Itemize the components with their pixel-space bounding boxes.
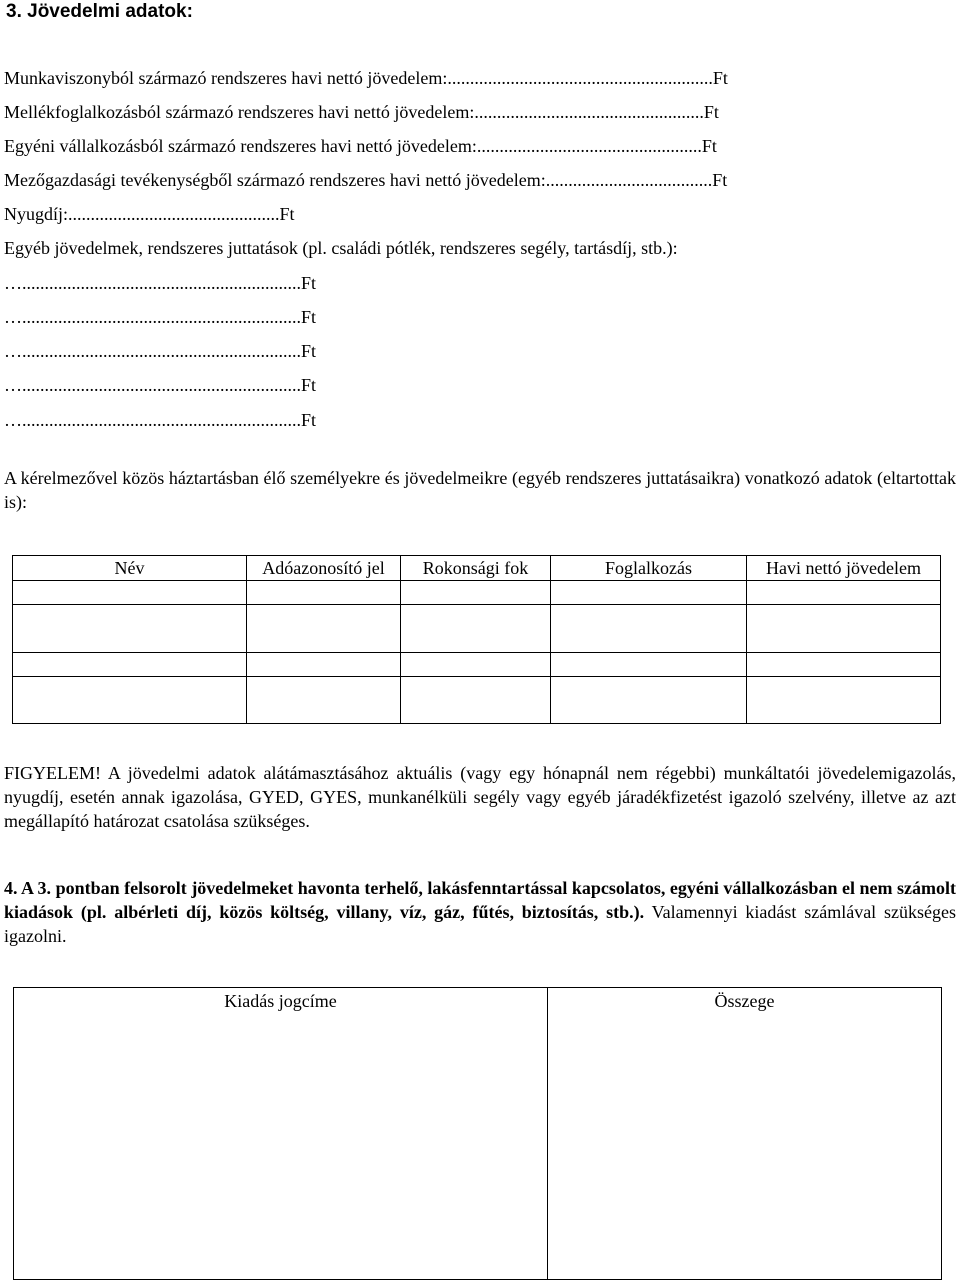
- table-cell[interactable]: [13, 605, 247, 653]
- table-cell[interactable]: [551, 677, 747, 724]
- table-cell[interactable]: [14, 1115, 548, 1148]
- table-cell[interactable]: [548, 1115, 942, 1148]
- table-cell[interactable]: [548, 1016, 942, 1049]
- table-cell[interactable]: [551, 605, 747, 653]
- table-cell[interactable]: [548, 1214, 942, 1247]
- household-table-header-row: [13, 556, 941, 581]
- income-line-side-job: Mellékfoglalkozásból származó rendszeres havi nettó jövedelem:...................................................Ft: [4, 102, 719, 122]
- income-line-self-employed: Egyéni vállalkozásból származó rendszeres havi nettó jövedelem:..................................................Ft: [4, 136, 717, 156]
- table-cell[interactable]: [548, 1148, 942, 1181]
- income-line-employment: Munkaviszonyból származó rendszeres havi nettó jövedelem:...........................................................Ft: [4, 68, 728, 88]
- income-line-agriculture: Mezőgazdasági tevékenységből származó rendszeres havi nettó jövedelem:.....................................Ft: [4, 170, 728, 190]
- table-row: [13, 605, 941, 653]
- household-intro: A kérelmezővel közös háztartásban élő személyekre és jövedelmeikre (egyéb rendszeres juttatásaikra) vonatkozó adatok (eltartottak is):: [4, 468, 956, 512]
- table-cell[interactable]: [747, 605, 941, 653]
- table-cell[interactable]: [14, 1214, 548, 1247]
- table-cell[interactable]: [14, 1082, 548, 1115]
- table-cell[interactable]: [548, 1082, 942, 1115]
- income-line-pension: Nyugdíj:...............................................Ft: [4, 204, 295, 224]
- blank-income-line: …..............................................................Ft: [4, 273, 317, 293]
- blank-income-line: …..............................................................Ft: [4, 410, 317, 430]
- table-row: [14, 1049, 942, 1082]
- table-row: [13, 677, 941, 724]
- household-members-table: [12, 555, 941, 724]
- table-cell[interactable]: [13, 653, 247, 677]
- section-4-heading: 4. A 3. pontban felsorolt jövedelmeket havonta terhelő, lakásfenntartással kapcsolatos, egyéni vállalkozásban el nem számolt kiadások (pl. albérleti díj, közös költség, villany, víz, gáz, fűtés, biztosítás, stb.).: [4, 878, 956, 922]
- table-cell[interactable]: [548, 1049, 942, 1082]
- table-cell[interactable]: [747, 653, 941, 677]
- table-row: [14, 1214, 942, 1247]
- expenses-table: [13, 987, 942, 1280]
- table-cell[interactable]: [247, 581, 401, 605]
- other-income-label: Egyéb jövedelmek, rendszeres juttatások (pl. családi pótlék, rendszeres segély, tartásdíj, stb.):: [4, 238, 678, 258]
- table-cell[interactable]: [551, 653, 747, 677]
- blank-income-line: …..............................................................Ft: [4, 341, 317, 361]
- table-cell[interactable]: [14, 1247, 548, 1280]
- expenses-table-header-row: [14, 988, 942, 1016]
- table-cell[interactable]: [747, 581, 941, 605]
- table-cell[interactable]: [247, 677, 401, 724]
- column-header-net-income: Havi nettó jövedelem: [747, 556, 941, 581]
- table-row: [13, 581, 941, 605]
- table-cell[interactable]: [247, 605, 401, 653]
- table-row: [13, 653, 941, 677]
- column-header-relationship: Rokonsági fok: [401, 556, 551, 581]
- blank-income-line: …..............................................................Ft: [4, 307, 317, 327]
- column-header-name: Név: [13, 556, 247, 581]
- column-header-expense-type: Kiadás jogcíme: [14, 988, 548, 1016]
- table-cell[interactable]: [401, 605, 551, 653]
- table-cell[interactable]: [247, 653, 401, 677]
- section-3-heading: 3. Jövedelmi adatok:: [6, 1, 193, 22]
- table-cell[interactable]: [13, 677, 247, 724]
- table-cell[interactable]: [548, 1247, 942, 1280]
- table-row: [14, 1082, 942, 1115]
- table-row: [14, 1247, 942, 1280]
- table-cell[interactable]: [747, 677, 941, 724]
- table-cell[interactable]: [13, 581, 247, 605]
- table-cell[interactable]: [401, 581, 551, 605]
- table-cell[interactable]: [401, 677, 551, 724]
- column-header-tax-id: Adóazonosító jel: [247, 556, 401, 581]
- table-cell[interactable]: [14, 1016, 548, 1049]
- table-cell[interactable]: [14, 1049, 548, 1082]
- column-header-amount: Összege: [548, 988, 942, 1016]
- blank-income-line: …..............................................................Ft: [4, 375, 317, 395]
- table-cell[interactable]: [548, 1181, 942, 1214]
- table-row: [14, 1181, 942, 1214]
- section-4-text: [4, 876, 956, 948]
- table-row: [14, 1115, 942, 1148]
- column-header-occupation: Foglalkozás: [551, 556, 747, 581]
- table-cell[interactable]: [401, 653, 551, 677]
- table-cell[interactable]: [14, 1148, 548, 1181]
- table-row: [14, 1148, 942, 1181]
- table-cell[interactable]: [551, 581, 747, 605]
- table-row: [14, 1016, 942, 1049]
- income-proof-notice: FIGYELEM! A jövedelmi adatok alátámasztásához aktuális (vagy egy hónapnál nem régebbi) munkáltatói jövedelemigazolás, nyugdíj, esetén annak igazolása, GYED, GYES, munkanélküli segély vagy egyéb járadékfizetést igazoló szelvény, illetve az azt megállapító határozat csatolása szükséges.: [4, 763, 956, 831]
- table-cell[interactable]: [14, 1181, 548, 1214]
- section-4-note: Valamennyi kiadást számlával szükséges igazolni.: [4, 902, 956, 946]
